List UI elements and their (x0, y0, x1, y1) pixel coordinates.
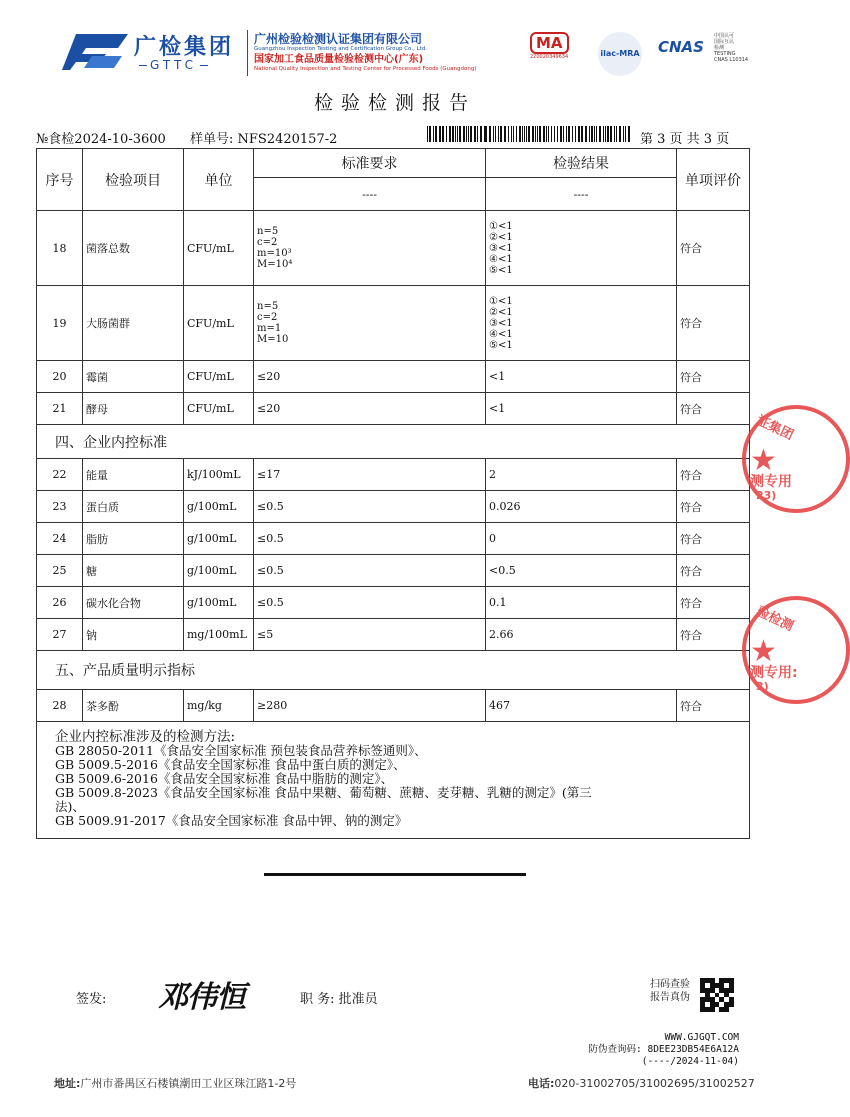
row-standard: ≤5 (254, 619, 486, 651)
cma-logo (530, 32, 586, 72)
brand-name-cn: 广检集团 (134, 35, 235, 60)
row-index: 27 (37, 619, 83, 651)
address-value: 广州市番禺区石楼镇潮田工业区珠江路1-2号 (80, 1077, 297, 1090)
row-index: 21 (37, 393, 83, 425)
table-row (37, 286, 750, 361)
official-seal-bottom (742, 596, 850, 704)
cma-number: 220020349634 (530, 54, 569, 60)
row-unit: g/100mL (184, 555, 254, 587)
row-evaluation: 符合 (677, 491, 750, 523)
standard-line: c=2 (257, 237, 278, 248)
row-standard: ≥280 (254, 690, 486, 722)
standard-line: m=1 (257, 323, 282, 334)
org-name-en: Guangzhou Inspection Testing and Certification Group Co., Ltd. (254, 46, 428, 52)
row-result: <0.5 (486, 555, 677, 587)
section-header-row (37, 425, 750, 459)
table-row (37, 587, 750, 619)
standard-line: c=2 (257, 312, 278, 323)
phone-label: 电话: (528, 1077, 555, 1090)
qr-code-icon[interactable] (700, 978, 734, 1012)
row-result: 0 (486, 523, 677, 555)
row-result: 467 (486, 690, 677, 722)
row-unit: g/100mL (184, 587, 254, 619)
row-item: 大肠菌群 (83, 286, 184, 361)
row-index: 19 (37, 286, 83, 361)
result-line: ②<1 (489, 231, 513, 243)
table-row (37, 393, 750, 425)
cnas-caption-line: CNAS L10314 (714, 57, 749, 63)
table-row (37, 555, 750, 587)
standard-line: m=10³ (257, 248, 292, 259)
result-line: ⑤<1 (489, 264, 513, 276)
methods-notes-row (37, 722, 750, 839)
row-item: 蛋白质 (83, 491, 184, 523)
row-evaluation: 符合 (677, 555, 750, 587)
signature: 邓伟恒 (158, 980, 245, 1015)
row-unit: g/100mL (184, 523, 254, 555)
address (54, 1075, 296, 1091)
row-result (486, 286, 677, 361)
row-index: 26 (37, 587, 83, 619)
result-line: ①<1 (489, 295, 513, 307)
col-header-item: 检验项目 (83, 149, 184, 211)
standard-subheader: ---- (254, 178, 486, 211)
row-item: 茶多酚 (83, 690, 184, 722)
scan-text-line: 扫码查验 (650, 979, 690, 990)
cnas-caption-line: 国际互认 (714, 39, 735, 45)
row-index: 22 (37, 459, 83, 491)
row-evaluation: 符合 (677, 619, 750, 651)
row-unit: CFU/mL (184, 393, 254, 425)
cma-mark: MA (530, 32, 569, 54)
row-item: 钠 (83, 619, 184, 651)
notes-title: 企业内控标准涉及的检测方法: (55, 729, 236, 745)
address-label: 地址: (54, 1077, 81, 1090)
row-index: 18 (37, 211, 83, 286)
row-index: 28 (37, 690, 83, 722)
star-icon: ★ (750, 443, 777, 478)
result-line: ③<1 (489, 317, 513, 329)
row-evaluation: 符合 (677, 690, 750, 722)
table-row (37, 361, 750, 393)
row-result (486, 211, 677, 286)
row-unit: CFU/mL (184, 286, 254, 361)
cnas-caption (714, 33, 764, 63)
row-standard (254, 286, 486, 361)
seal-text: 测专用 (750, 474, 792, 490)
row-item: 酵母 (83, 393, 184, 425)
standard-line: M=10 (257, 334, 289, 345)
issue-date: (----/2024-11-04) (641, 1056, 739, 1067)
scan-text-line: 报告真伪 (650, 992, 690, 1003)
col-header-unit: 单位 (184, 149, 254, 211)
gttc-logo-icon (62, 30, 130, 72)
result-line: ④<1 (489, 328, 513, 340)
row-item: 菌落总数 (83, 211, 184, 286)
row-standard: ≤0.5 (254, 491, 486, 523)
table-row (37, 523, 750, 555)
table-row (37, 491, 750, 523)
notes-line: GB 5009.8-2023《食品安全国家标准 食品中果糖、葡萄糖、蔗糖、麦芽糖、乳糖的测定》(第三 (55, 785, 592, 800)
cnas-caption-line: 中国认可 (714, 33, 735, 39)
cnas-logo: CNAS (658, 38, 704, 56)
row-index: 20 (37, 361, 83, 393)
section-title: 五、产品质量明示指标 (37, 651, 750, 690)
report-title: 检验检测报告 (313, 92, 476, 114)
result-line: ⑤<1 (489, 339, 513, 351)
phone-value: 020-31002705/31002695/31002527 (554, 1077, 755, 1090)
methods-notes (37, 722, 750, 839)
row-unit: CFU/mL (184, 211, 254, 286)
row-index: 23 (37, 491, 83, 523)
notes-line: GB 28050-2011《食品安全国家标准 预包装食品营养标签通则》、 (55, 743, 427, 758)
row-unit: mg/kg (184, 690, 254, 722)
row-item: 糖 (83, 555, 184, 587)
notes-line: GB 5009.91-2017《食品安全国家标准 食品中钾、钠的测定》 (55, 813, 408, 828)
row-result: <1 (486, 393, 677, 425)
seal-text: 23) (756, 489, 777, 502)
section-header-row (37, 651, 750, 690)
organization-block (254, 32, 476, 73)
row-unit: CFU/mL (184, 361, 254, 393)
seal-text: 测专用: (750, 665, 798, 681)
row-standard: ≤0.5 (254, 587, 486, 619)
row-unit: g/100mL (184, 491, 254, 523)
report-number: №食检2024-10-3600 (36, 132, 166, 147)
sign-label: 签发: (76, 992, 107, 1007)
row-standard: ≤20 (254, 393, 486, 425)
row-result: 0.1 (486, 587, 677, 619)
table-row (37, 211, 750, 286)
org-name-cn: 广州检验检测认证集团有限公司 (254, 32, 423, 46)
star-icon: ★ (750, 634, 777, 669)
official-seal-top (742, 405, 850, 513)
row-evaluation: 符合 (677, 286, 750, 361)
row-evaluation: 符合 (677, 393, 750, 425)
table-row (37, 619, 750, 651)
row-standard (254, 211, 486, 286)
row-index: 24 (37, 523, 83, 555)
row-index: 25 (37, 555, 83, 587)
row-evaluation: 符合 (677, 459, 750, 491)
result-line: ①<1 (489, 220, 513, 232)
row-standard: ≤0.5 (254, 555, 486, 587)
barcode-icon (427, 126, 632, 142)
col-header-evaluation: 单项评价 (677, 149, 750, 211)
notes-line: GB 5009.6-2016《食品安全国家标准 食品中脂肪的测定》、 (55, 771, 394, 786)
table-row (37, 459, 750, 491)
row-result: 2.66 (486, 619, 677, 651)
table-row (37, 690, 750, 722)
page-indicator: 第 3 页 共 3 页 (640, 132, 730, 147)
row-result: 2 (486, 459, 677, 491)
section-title: 四、企业内控标准 (37, 425, 750, 459)
col-header-standard: 标准要求 (254, 149, 486, 178)
verification-info (540, 1032, 739, 1068)
row-evaluation: 符合 (677, 523, 750, 555)
row-result: <1 (486, 361, 677, 393)
row-item: 能量 (83, 459, 184, 491)
center-name-en: National Quality Inspection and Testing Center for Processed Foods (Guangdong) (254, 66, 477, 72)
verify-code: 防伪查询码: 8DEE23DB54E6A12A (588, 1044, 739, 1055)
result-line: ④<1 (489, 253, 513, 265)
center-name-cn: 国家加工食品质量检验检测中心(广东) (254, 54, 424, 65)
website-link[interactable]: WWW.GJGQT.COM (664, 1032, 739, 1043)
signer-position: 职 务: 批准员 (300, 992, 378, 1007)
phone (528, 1075, 755, 1091)
table-header-row (37, 149, 750, 178)
row-item: 霉菌 (83, 361, 184, 393)
row-unit: mg/100mL (184, 619, 254, 651)
row-standard: ≤0.5 (254, 523, 486, 555)
cnas-caption-line: TESTING (714, 51, 736, 57)
col-header-result: 检验结果 (486, 149, 677, 178)
end-line-divider (264, 873, 526, 876)
row-evaluation: 符合 (677, 361, 750, 393)
row-standard: ≤17 (254, 459, 486, 491)
result-line: ③<1 (489, 242, 513, 254)
standard-line: n=5 (257, 226, 279, 237)
notes-line: 法)、 (55, 799, 85, 814)
notes-line: GB 5009.5-2016《食品安全国家标准 食品中蛋白质的测定》、 (55, 757, 406, 772)
results-table (36, 148, 750, 839)
standard-line: M=10⁴ (257, 259, 293, 270)
col-header-index: 序号 (37, 149, 83, 211)
scan-verify-text (620, 978, 690, 1004)
sample-number: 样单号: NFS2420157-2 (190, 132, 338, 147)
seal-text: 验检测 (753, 604, 796, 635)
row-evaluation: 符合 (677, 587, 750, 619)
row-unit: kJ/100mL (184, 459, 254, 491)
row-item: 碳水化合物 (83, 587, 184, 619)
cnas-caption-line: 检测 (714, 45, 725, 51)
standard-line: n=5 (257, 301, 279, 312)
result-subheader: ---- (486, 178, 677, 211)
row-result: 0.026 (486, 491, 677, 523)
result-line: ②<1 (489, 306, 513, 318)
seal-text: 证集团 (753, 413, 796, 444)
brand-name-en: GTTC (136, 58, 211, 72)
row-item: 脂肪 (83, 523, 184, 555)
row-standard: ≤20 (254, 361, 486, 393)
ilac-mra-logo: ilac-MRA (598, 32, 642, 76)
header-divider (247, 30, 248, 76)
row-evaluation: 符合 (677, 211, 750, 286)
seal-text: 3) (756, 680, 769, 693)
